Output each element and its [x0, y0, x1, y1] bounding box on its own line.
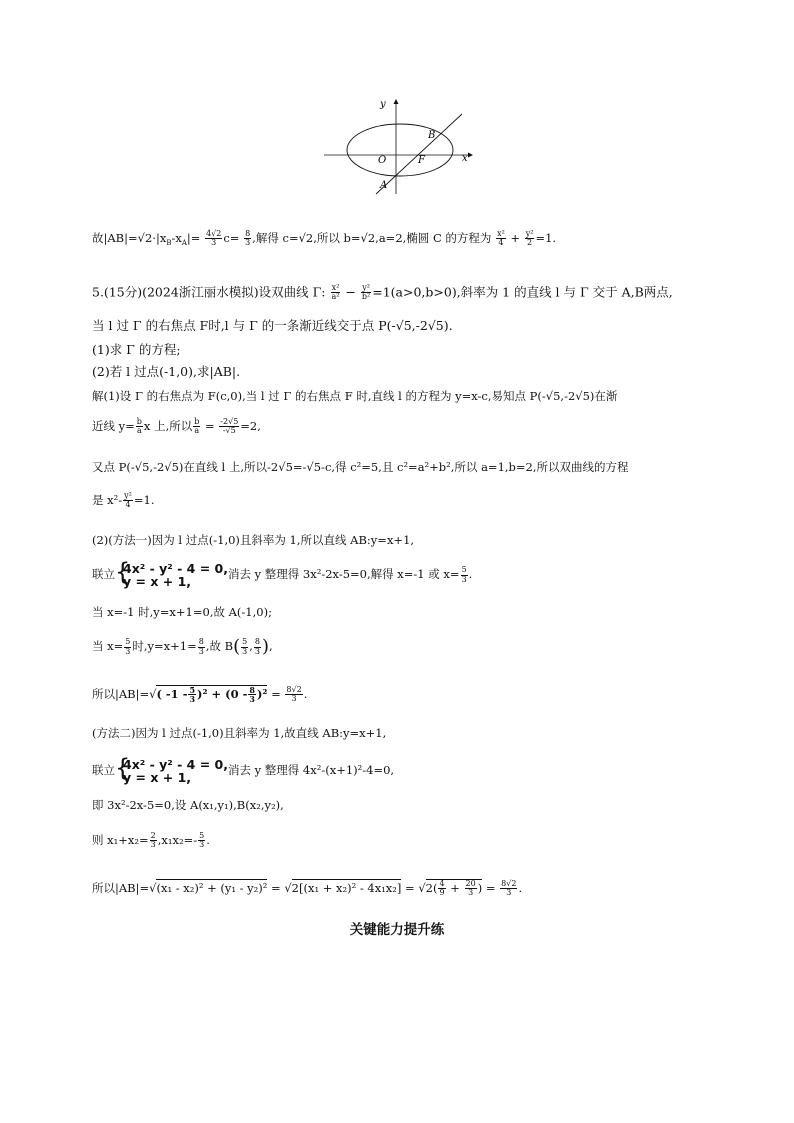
text: =1. [535, 230, 557, 245]
ellipse [347, 124, 453, 176]
method-1-distance-line [92, 686, 307, 704]
fraction: $\frac{8√2}{3}$ [501, 879, 517, 898]
method-2-line-3: 即 3x²-2x-5=0,设 A(x₁,y₁),B(x₂,y₂), [92, 798, 284, 812]
text: , [249, 639, 253, 653]
text: ,解得 c=√2,所以 b=√2,a=2,椭圆 C 的方程为 [252, 230, 492, 245]
text: , [269, 639, 273, 653]
fraction: $\frac{4}{9}$ [439, 879, 445, 898]
fraction: $\frac{\text{x²}}{4}$ [497, 229, 505, 248]
radicand: 2( $\frac{4}{9}$ + $\frac{20}{3}$ ) [425, 879, 483, 898]
x-label: x [462, 153, 468, 164]
section-title: 关键能力提升练 [349, 922, 445, 938]
radicand: ( -1 - $\frac{5}{3}$ )² + (0 - $\frac{8}{3}$ )² [156, 685, 268, 705]
method-1-line-1: (2)(方法一)因为 l 过点(-1,0)且斜率为 1,所以直线 AB:y=x+1, [92, 533, 415, 547]
brace: { [115, 558, 131, 586]
question-2: (2)若 l 过点(-1,0),求|AB|. [92, 364, 241, 379]
text: 消去 y 整理得 4x²-(x+1)²-4=0, [227, 763, 395, 778]
method-2-distance-line [92, 880, 522, 898]
text: 时,y=x+1= [132, 639, 197, 653]
text: = √ [401, 880, 426, 895]
point-a-label: A [380, 180, 388, 191]
system-row-2: y = x + 1, [123, 770, 192, 786]
fraction: $\frac{5}{3}$ [242, 637, 248, 656]
text: ,x₁x₂=- [157, 832, 198, 847]
text: 当 x= [92, 639, 124, 653]
text: 联立 [92, 763, 115, 778]
fraction: $\frac{8√2}{3}$ [286, 685, 302, 704]
solution-1-line-3: 又点 P(-√5,-2√5)在直线 l 上,所以-2√5=-√5-c,得 c²=5,且 c²=a²+b²,所以 a=1,b=2,所以双曲线的方程 [92, 460, 629, 474]
ellipse-figure [320, 96, 480, 196]
method-2-line-4 [92, 832, 210, 850]
text: c= [223, 230, 240, 245]
fraction: $\frac{b}{a}$ [194, 417, 200, 436]
fraction: $\frac{8}{3}$ [249, 685, 255, 705]
solution-1-line-1: 解(1)设 Γ 的右焦点为 F(c,0),当 l 过 Γ 的右焦点 F 时,直线 l 的方程为 y=x-c,易知点 P(-√5,-2√5)在渐 [92, 389, 618, 403]
method-2-system-line [92, 754, 395, 786]
text: 所以|AB|=√ [92, 686, 157, 701]
text: = [201, 418, 219, 433]
text: . [468, 567, 473, 582]
text: 消去 y 整理得 3x²-2x-5=0,解得 x=-1 或 x= [227, 567, 460, 582]
origin-label: O [378, 155, 387, 166]
text: − [341, 284, 360, 300]
y-label: y [380, 99, 386, 110]
text: =2, [240, 418, 261, 433]
fraction: $\frac{5}{3}$ [189, 685, 196, 705]
paren: ( [233, 636, 241, 657]
fraction: $\frac{\text{y²}}{\text{b²}}$ [361, 283, 371, 302]
text: 近线 y= [92, 418, 135, 433]
question-1: (1)求 Γ 的方程; [92, 342, 181, 357]
text: = [267, 686, 285, 701]
fraction: $\frac{\text{x²}}{\text{a²}}$ [331, 283, 340, 302]
sub: B [166, 239, 172, 248]
text: 是 x²- [92, 492, 123, 507]
fraction: $\frac{\text{y²}}{4}$ [124, 491, 132, 510]
method-1-line-4 [92, 638, 273, 656]
solution-1-line-2 [92, 418, 261, 436]
text: 联立 [92, 567, 115, 582]
equation-system [115, 754, 228, 786]
text: ,故 B [205, 639, 234, 653]
brace: { [115, 754, 131, 782]
method-1-line-3: 当 x=-1 时,y=x+1=0,故 A(-1,0); [92, 605, 272, 619]
method-1-system-line [92, 558, 473, 590]
system-row-1: 4x² - y² - 4 = 0, [123, 757, 228, 772]
text: -x [171, 230, 182, 245]
text: 故|AB|=√2·|x [92, 230, 167, 245]
paren: ) [261, 636, 270, 657]
text: + [506, 230, 524, 245]
text: |= [186, 230, 201, 245]
problem-5-statement-cont: 当 l 过 Γ 的右焦点 F时,l 与 Γ 的一条渐近线交于点 P(-√5,-2√5). [92, 318, 453, 333]
text: 则 x₁+x₂= [92, 832, 149, 847]
text: = √ [267, 880, 292, 895]
system-row-1: 4x² - y² - 4 = 0, [123, 561, 228, 576]
text: . [518, 880, 523, 895]
system-row-2: y = x + 1, [123, 574, 192, 590]
fraction: $\frac{8}{3}$ [254, 637, 260, 656]
fraction: $\frac{20}{3}$ [465, 879, 476, 898]
text: 5.(15分)(2024浙江丽水模拟)设双曲线 Γ: [92, 284, 326, 300]
text: =1. [133, 492, 155, 507]
text: . [206, 832, 210, 847]
fraction: $\frac{8}{3}$ [198, 637, 204, 656]
fraction: $\frac{-2√5}{-√5}$ [220, 417, 239, 436]
focus-label: F [418, 155, 425, 166]
fraction: $\frac{5}{3}$ [125, 637, 131, 656]
radicand: 2[(x₁ + x₂)² - 4x₁x₂] [291, 880, 402, 895]
x-axis-arrow [468, 153, 473, 158]
text: . [303, 686, 308, 701]
text: x 上,所以 [143, 418, 193, 433]
fraction: $\frac{4√2}{3}$ [206, 229, 222, 248]
fraction: $\frac{5}{3}$ [199, 831, 205, 850]
text: =1(a>0,b>0),斜率为 1 的直线 l 与 Γ 交于 A,B两点, [372, 284, 673, 300]
method-2-line-1: (方法二)因为 l 过点(-1,0)且斜率为 1,故直线 AB:y=x+1, [92, 726, 387, 740]
equation-system [115, 558, 228, 590]
fraction: $\frac{8}{3}$ [245, 229, 251, 248]
ellipse-conclusion-line [92, 230, 556, 248]
fraction: $\frac{\text{y²}}{2}$ [525, 229, 534, 248]
sub: A [181, 239, 187, 248]
point-b-label: B [428, 130, 436, 141]
text: 所以|AB|=√ [92, 880, 157, 895]
y-axis-arrow [394, 99, 399, 104]
ellipse-diagram [320, 96, 480, 196]
problem-5-statement [92, 284, 673, 302]
text: = [482, 880, 500, 895]
radicand: (x₁ - x₂)² + (y₁ - y₂)² [156, 880, 268, 895]
fraction: $\frac{5}{3}$ [461, 565, 467, 584]
fraction: $\frac{b}{a}$ [136, 417, 142, 436]
solution-1-line-4 [92, 492, 154, 510]
fraction: $\frac{2}{3}$ [150, 831, 156, 850]
